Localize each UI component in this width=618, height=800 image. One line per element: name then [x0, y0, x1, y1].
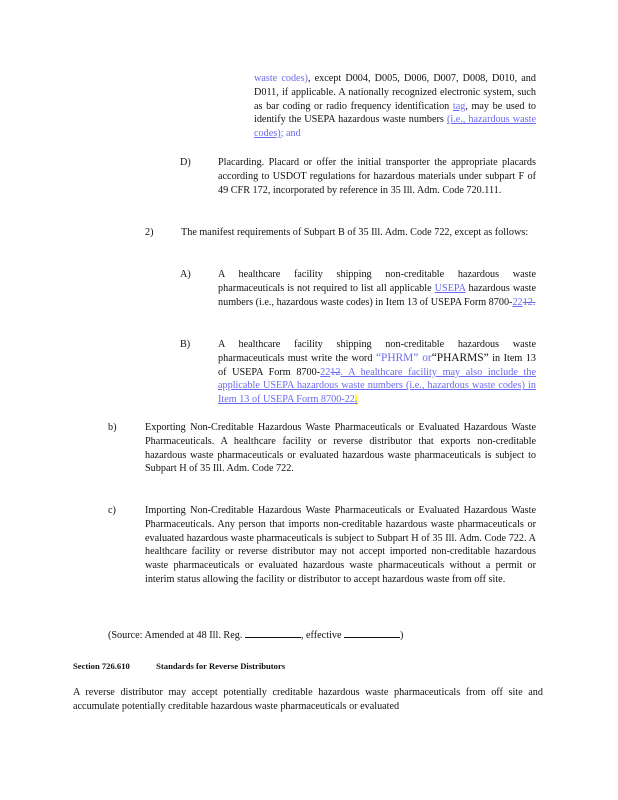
item-label: A) [180, 269, 191, 280]
section-body-paragraph: A reverse distributor may accept potentially creditable hazardous waste pharmaceuticals from off site and accumulate potentially creditable hazardous waste pharmaceuticals or evaluated [73, 687, 543, 712]
deleted-text: 12 [330, 366, 341, 378]
item-label: 2) [145, 227, 154, 238]
inserted-text: . A healthcare facility may also include the applicable USEPA hazardous waste numbers (i.e., hazardous waste codes) in Item 13 of USEPA Form 8700-22 [218, 366, 536, 406]
inserted-text: 22 [320, 366, 331, 378]
section-number: Section 726.610 [73, 661, 130, 671]
item-exporting-text: Exporting Non-Creditable Hazardous Waste Pharmaceuticals or Evaluated Hazardous Waste Pharmaceuticals. A healthcare facility or reverse distributor that exports non-creditable hazardous waste pharmaceuticals or evaluated hazardous waste pharmaceuticals is subject to Subpart H of 35 Ill. Adm. Code 722. [145, 422, 536, 475]
deleted-text: 12. [522, 296, 536, 308]
item-label: b) [108, 422, 117, 433]
item-2a-text [218, 268, 536, 309]
item-label: D) [180, 157, 191, 168]
item-label: c) [108, 505, 116, 516]
item-placarding-text: Placarding. Placard or offer the initial transporter the appropriate placards according to USDOT regulations for hazardous materials under subpart F of 49 CFR 172, incorporated by reference in 35 Ill. Adm. Code 720.111. [218, 157, 536, 196]
continuation-paragraph [254, 72, 536, 141]
blank-line [245, 628, 301, 638]
source-note [108, 628, 403, 643]
paragraph-text: hazardous waste numbers (i.e., hazardous waste codes) in Item 13 of USEPA Form 8700- [218, 282, 537, 308]
inserted-text: tag [452, 100, 466, 112]
blank-line [344, 628, 400, 638]
item-2b-text [218, 338, 536, 407]
source-text: ) [400, 630, 404, 641]
source-text: (Source: Amended at 48 Ill. Reg. [108, 630, 243, 641]
quoted-text: “PHARMS” [431, 351, 489, 364]
quoted-text: “PHRM” or [375, 351, 432, 364]
item-importing-text: Importing Non-Creditable Hazardous Waste Pharmaceuticals or Evaluated Hazardous Waste Pharmaceuticals. Any person that imports non-creditable hazardous waste pharmaceuticals or evaluated hazardous waste pharmaceuticals is subject to Subpart H of 35 Ill. Adm. Code 722. A healthcare facility or reverse distributor may not accept imported non-creditable hazardous waste pharmaceuticals or evaluated hazardous waste pharmaceuticals without a permit or interim status allowing the facility or distributor to accept hazardous waste from off site. [145, 505, 536, 585]
inserted-text: (i.e., hazardous waste codes) [254, 114, 536, 140]
item-manifest-text: The manifest requirements of Subpart B of 35 Ill. Adm. Code 722, except as follows: [181, 227, 529, 238]
section-heading [73, 661, 285, 671]
inserted-text: waste codes) [254, 73, 308, 84]
inserted-text: ; and [280, 128, 301, 140]
highlighted-text: . [354, 394, 358, 406]
paragraph-text: A healthcare facility shipping non-creditable hazardous waste pharmaceuticals is not required to list all applicable [218, 269, 536, 294]
inserted-text: 22 [512, 296, 523, 308]
source-text: , effective [300, 630, 342, 641]
paragraph-text: in Item 13 of USEPA Form 8700- [218, 352, 537, 378]
paragraph-text: A healthcare facility shipping non-creditable hazardous waste pharmaceuticals must write the word [218, 339, 536, 364]
paragraph-text: , except D004, D005, D006, D007, D008, D010, and D011, if applicable. A nationally recognized electronic system, such as bar coding or radio frequency identification [254, 73, 536, 112]
section-title: Standards for Reverse Distributors [156, 661, 286, 671]
item-label: B) [180, 339, 191, 350]
paragraph-text: , may be used to identify the USEPA hazardous waste numbers [254, 100, 537, 126]
inserted-text: USEPA [434, 282, 466, 294]
